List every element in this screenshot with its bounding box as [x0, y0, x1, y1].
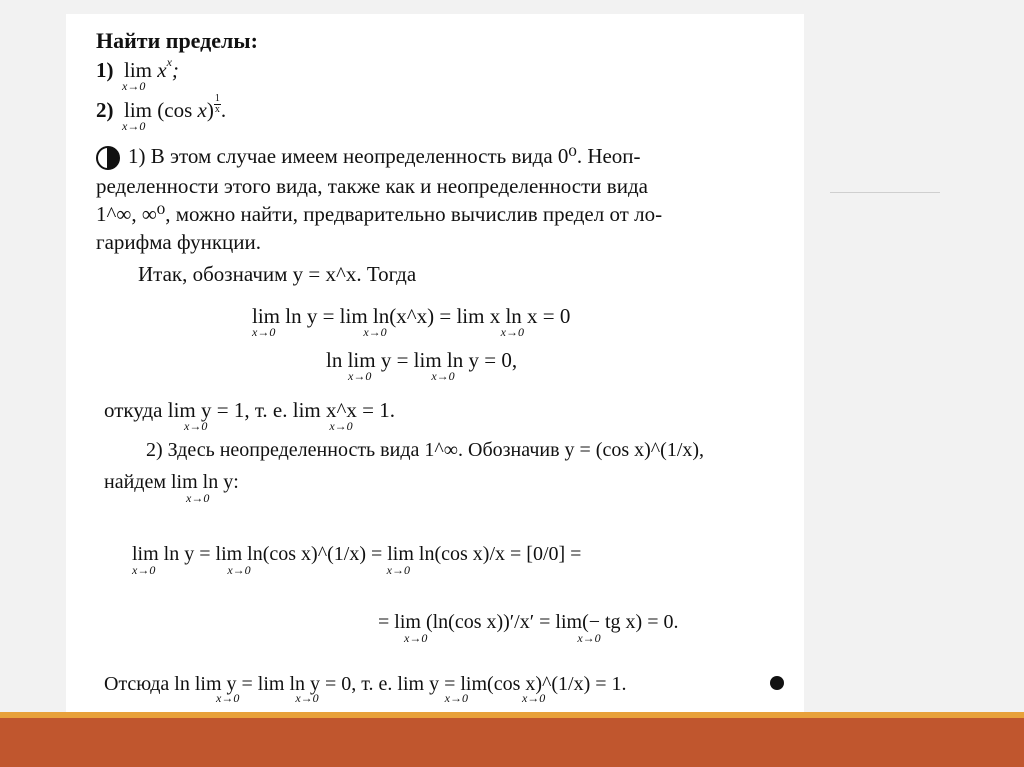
solution-p1-line4: гарифма функции.	[96, 230, 261, 254]
problem-2-expr: (cos x) $\frac{1}{x}$ .	[157, 93, 227, 122]
solution-p1-line2: ределенности этого вида, также как и неопределенности вида	[96, 174, 648, 198]
problem-2	[96, 93, 227, 133]
problem-1	[96, 55, 179, 93]
solution-p1-line1: 1) В этом случае имеем неопределенность вида 0⁰. Неоп-	[128, 144, 641, 168]
limit-subscript-row-2: x→0 x→0	[348, 369, 455, 383]
limit-subscript-row-7: x→0 x→0 x→0 x→0	[216, 691, 546, 705]
equation-4: = lim (ln(cos x))′/x′ = lim(− tg x) = 0.	[378, 611, 679, 633]
solution-p1-line3: 1^∞, ∞⁰, можно найти, предварительно вычислив предел от ло-	[96, 202, 663, 226]
limit-subscript-row-4: x→0	[186, 491, 210, 505]
problem-1-lim: lim x→0	[122, 58, 153, 93]
limit-subscript-row-1: x→0 x→0 x→0	[252, 325, 524, 339]
solution-p1-conclusion: откуда lim y = 1, т. е. lim x^x = 1.	[104, 398, 395, 422]
limit-subscript-row-6: x→0 x→0	[404, 631, 601, 645]
equation-1: lim ln y = lim ln(x^x) = lim x ln x = 0	[252, 304, 571, 328]
filled-circle-icon	[770, 676, 784, 690]
solution-p2-line1: 2) Здесь неопределенность вида 1^∞. Обозначив y = (cos x)^(1/x),	[146, 439, 705, 461]
limit-subscript-row-3: x→0 x→0	[184, 419, 353, 433]
moon-marker-icon	[96, 146, 120, 170]
solution-p2-line2: найдем lim ln y:	[104, 471, 239, 493]
equation-2: ln lim y = lim ln y = 0,	[326, 348, 518, 372]
problem-2-number: 2)	[96, 98, 114, 122]
decorative-line	[830, 192, 940, 193]
equation-3: lim ln y = lim ln(cos x)^(1/x) = lim ln(cos x)/x = [0/0] =	[132, 543, 582, 565]
limit-subscript-row-5: x→0 x→0 x→0	[132, 563, 410, 577]
problem-2-lim: lim x→0	[122, 98, 153, 133]
problem-1-number: 1)	[96, 58, 114, 82]
solution-p1-line5: Итак, обозначим y = x^x. Тогда	[138, 262, 417, 286]
problem-1-expr: $x^x$;	[157, 55, 179, 82]
final-conclusion: Отсюда ln lim y = lim ln y = 0, т. е. lim y = lim(cos x)^(1/x) = 1.	[104, 673, 627, 695]
bottom-band	[0, 718, 1024, 767]
task-title: Найти пределы:	[96, 28, 258, 53]
